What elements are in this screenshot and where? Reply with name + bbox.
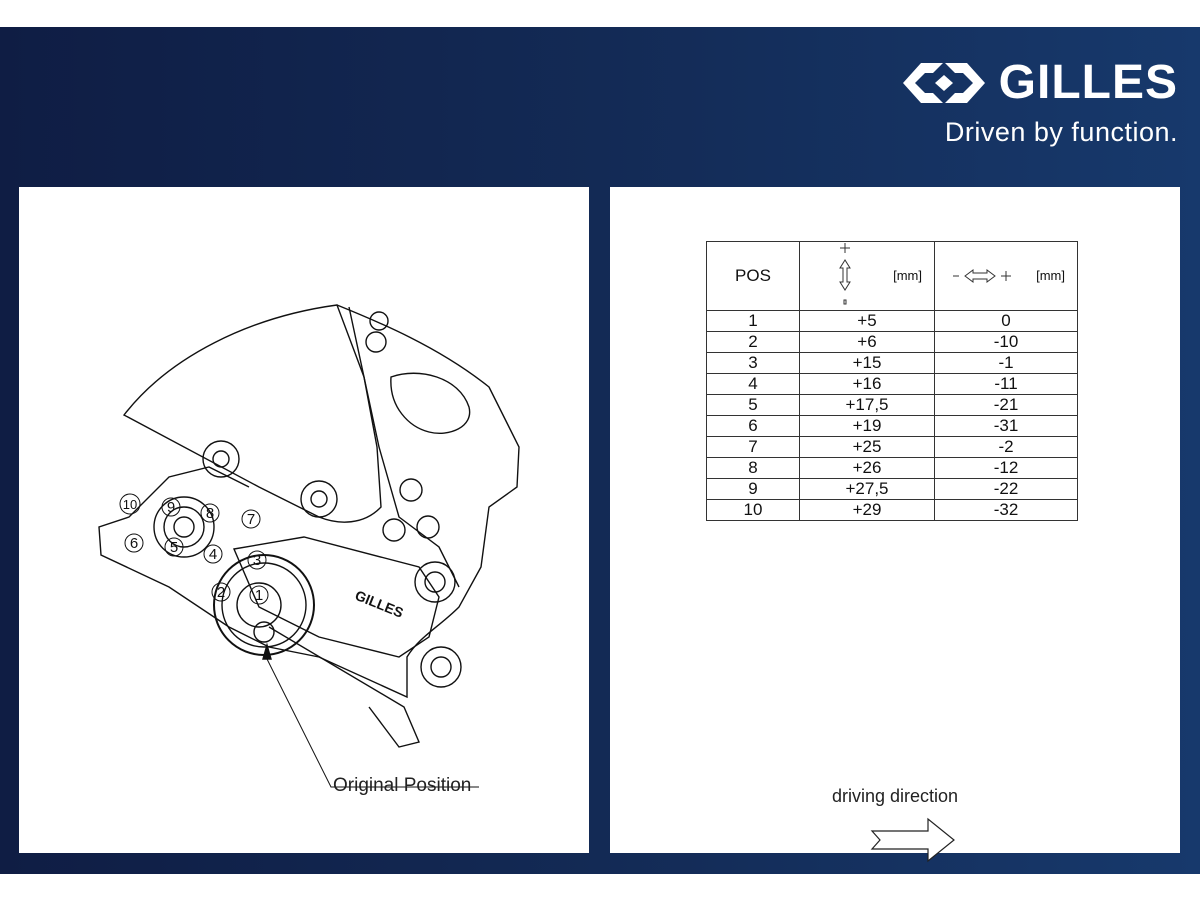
cell-vertical: +5 [800,311,935,332]
cell-pos: 6 [707,416,800,437]
table-row [707,437,1078,458]
pos-label-6: 6 [129,535,139,552]
cell-vertical: +6 [800,332,935,353]
header-horizontal [935,242,1078,311]
diagram-panel [19,187,589,853]
cell-pos: 3 [707,353,800,374]
horizontal-unit: [mm] [1036,268,1065,283]
background-frame [0,27,1200,874]
cell-pos: 10 [707,500,800,521]
cell-vertical: +29 [800,500,935,521]
cell-vertical: +25 [800,437,935,458]
vertical-unit: [mm] [893,268,922,283]
brand-name: GILLES [998,56,1178,109]
brand-block [899,55,1178,148]
gilles-logo-icon [899,55,989,111]
table-row [707,353,1078,374]
cell-pos: 9 [707,479,800,500]
cell-horizontal: -12 [935,458,1078,479]
brand-tagline: Driven by function. [944,117,1178,147]
pos-label-4: 4 [208,546,218,563]
position-table [706,241,1078,521]
cell-horizontal: -1 [935,353,1078,374]
cell-pos: 4 [707,374,800,395]
cell-vertical: +19 [800,416,935,437]
cell-pos: 7 [707,437,800,458]
table-row [707,374,1078,395]
driving-direction-arrow-icon [870,815,960,865]
table-row [707,458,1078,479]
cell-vertical: +16 [800,374,935,395]
cell-horizontal: -21 [935,395,1078,416]
table-row [707,416,1078,437]
table-header-row [707,242,1078,311]
pos-label-10: 10 [122,497,138,512]
cell-horizontal: -2 [935,437,1078,458]
rearset-diagram [19,187,589,853]
cover-plate [124,305,381,522]
arm-engraving: GILLES [352,586,406,621]
table-row [707,395,1078,416]
vertical-arrow-icon [830,242,860,308]
cell-vertical: +15 [800,353,935,374]
horizontal-arrow-icon [951,266,1021,286]
pos-label-5: 5 [169,539,179,556]
cell-horizontal: -11 [935,374,1078,395]
frame-outline [99,305,519,697]
pos-label-7: 7 [246,511,256,528]
cell-pos: 2 [707,332,800,353]
pos-label-9: 9 [166,499,176,516]
cell-horizontal: 0 [935,311,1078,332]
original-position-label: Original Position [333,775,472,796]
lower-eccentric [214,555,314,655]
pos-label-2: 2 [216,584,226,601]
table-row [707,311,1078,332]
table-panel [610,187,1180,853]
cell-pos: 8 [707,458,800,479]
brand-row [899,55,1178,111]
pos-label-3: 3 [252,552,262,569]
driving-direction-label: driving direction [832,786,959,806]
cell-horizontal: -10 [935,332,1078,353]
cell-vertical: +27,5 [800,479,935,500]
table-row [707,332,1078,353]
pos-label-8: 8 [205,505,215,522]
cell-horizontal: -32 [935,500,1078,521]
cell-vertical: +26 [800,458,935,479]
cell-vertical: +17,5 [800,395,935,416]
cell-horizontal: -22 [935,479,1078,500]
table-row [707,479,1078,500]
cell-horizontal: -31 [935,416,1078,437]
cell-pos: 5 [707,395,800,416]
pos-label-1: 1 [254,587,264,604]
cell-pos: 1 [707,311,800,332]
table-row [707,500,1078,521]
header-pos: POS [707,242,800,311]
header-vertical [800,242,935,311]
